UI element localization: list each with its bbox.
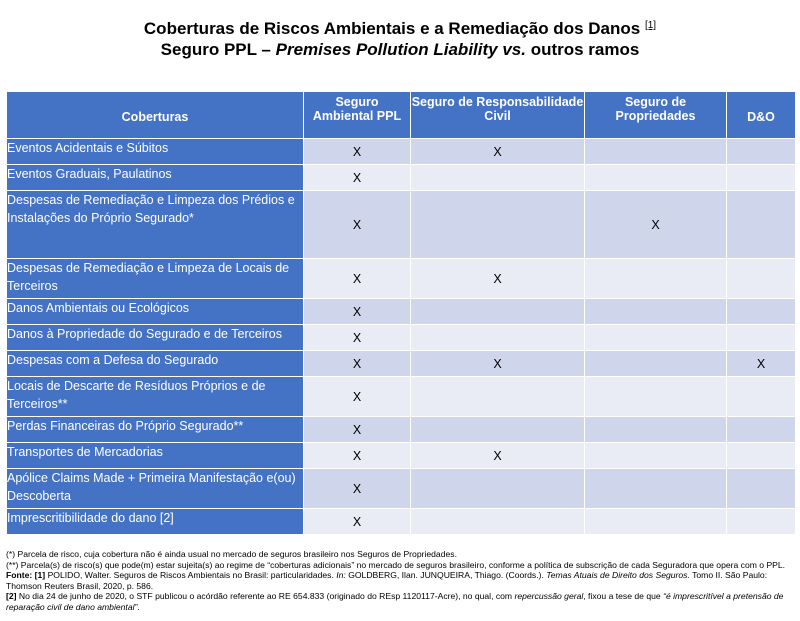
cell-rc: X (411, 443, 585, 469)
coverage-label: Imprescritibilidade do dano [2] (7, 509, 304, 535)
cell-prop (585, 259, 727, 299)
cell-ppl: X (304, 509, 411, 535)
table-row (7, 139, 796, 165)
cell-ppl: X (304, 377, 411, 417)
title-line-2: Seguro PPL – Premises Pollution Liability vs. outros ramos (160, 40, 640, 59)
cell-ppl: X (304, 165, 411, 191)
cell-ppl: X (304, 443, 411, 469)
title-line-1: Coberturas de Riscos Ambientais e a Remediação dos Danos [1] (143, 19, 657, 38)
cell-ppl: X (304, 417, 411, 443)
cell-do (727, 417, 796, 443)
cell-do (727, 299, 796, 325)
table-row (7, 469, 796, 509)
cell-do (727, 469, 796, 509)
cell-do (727, 377, 796, 417)
cell-prop (585, 351, 727, 377)
cell-prop (585, 299, 727, 325)
note-source: Fonte: [1] POLIDO, Walter. Seguros de Riscos Ambientais no Brasil: particularidades. In: GOLDBERG, Ilan. JUNQUEIRA, Thiago. (Coords.). Temas Atuais de Direito dos Seguros. Tomo II. São Paulo: Thomson Reuters Brasil, 2020, p. 586. (6, 570, 768, 591)
cell-do (727, 165, 796, 191)
cell-rc (411, 509, 585, 535)
cell-rc (411, 299, 585, 325)
cell-ppl: X (304, 469, 411, 509)
table-row (7, 191, 796, 259)
cell-rc (411, 325, 585, 351)
cell-rc (411, 165, 585, 191)
coverage-table (6, 91, 796, 535)
cell-ppl: X (304, 259, 411, 299)
cell-rc: X (411, 139, 585, 165)
cell-rc (411, 191, 585, 259)
header-rc: Seguro de Responsabilidade Civil (411, 92, 585, 139)
cell-prop (585, 165, 727, 191)
cell-prop (585, 325, 727, 351)
cell-prop (585, 509, 727, 535)
coverage-label: Locais de Descarte de Resíduos Próprios e de Terceiros** (7, 377, 304, 417)
cell-prop: X (585, 191, 727, 259)
cell-do: X (727, 351, 796, 377)
table-row (7, 259, 796, 299)
table-row (7, 377, 796, 417)
table-row (7, 509, 796, 535)
cell-ppl: X (304, 299, 411, 325)
cell-do (727, 509, 796, 535)
cell-do (727, 259, 796, 299)
cell-rc: X (411, 259, 585, 299)
coverage-label: Transportes de Mercadorias (7, 443, 304, 469)
table-row (7, 351, 796, 377)
cell-do (727, 139, 796, 165)
cell-prop (585, 469, 727, 509)
cell-ppl: X (304, 139, 411, 165)
header-ppl: Seguro Ambiental PPL (304, 92, 411, 139)
cell-rc (411, 417, 585, 443)
header-do: D&O (727, 92, 796, 139)
coverage-label: Despesas com a Defesa do Segurado (7, 351, 304, 377)
note-stf: [2] No dia 24 de junho de 2020, o STF publicou o acórdão referente ao RE 654.833 (originado do REsp 1120117-Acre), no qual, com repercussão geral, fixou a tese de que “é imprescritível a pretensão de reparação civil de dano ambiental”. (6, 591, 784, 612)
cell-ppl: X (304, 191, 411, 259)
header-row (7, 92, 796, 139)
table-row (7, 443, 796, 469)
coverage-label: Eventos Graduais, Paulatinos (7, 165, 304, 191)
page-title (0, 18, 800, 60)
coverage-label: Apólice Claims Made + Primeira Manifestação e(ou) Descoberta (7, 469, 304, 509)
cell-ppl: X (304, 325, 411, 351)
table-row (7, 325, 796, 351)
coverage-label: Danos à Propriedade do Segurado e de Terceiros (7, 325, 304, 351)
note-single-asterisk: (*) Parcela de risco, cuja cobertura não é ainda usual no mercado de seguros brasileiro nos Seguros de Propriedades. (6, 549, 457, 559)
coverage-label: Perdas Financeiras do Próprio Segurado** (7, 417, 304, 443)
cell-prop (585, 139, 727, 165)
header-prop: Seguro de Propriedades (585, 92, 727, 139)
coverage-label: Despesas de Remediação e Limpeza dos Prédios e Instalações do Próprio Segurado* (7, 191, 304, 259)
table-row (7, 299, 796, 325)
coverage-label: Danos Ambientais ou Ecológicos (7, 299, 304, 325)
coverage-label: Despesas de Remediação e Limpeza de Locais de Terceiros (7, 259, 304, 299)
table-row (7, 165, 796, 191)
cell-do (727, 443, 796, 469)
header-coverage: Coberturas (7, 92, 304, 139)
cell-prop (585, 377, 727, 417)
title-footnote-ref[interactable]: [1] (644, 20, 657, 31)
coverage-label: Eventos Acidentais e Súbitos (7, 139, 304, 165)
cell-do (727, 191, 796, 259)
cell-rc (411, 377, 585, 417)
cell-rc (411, 469, 585, 509)
cell-prop (585, 443, 727, 469)
note-double-asterisk: (**) Parcela(s) de risco(s) que pode(m) estar sujeita(s) ao regime de “coberturas adicionais” no mercado de seguros brasileiro, conforme a política de subscrição de cada Seguradora que opera com o PPL. (6, 559, 786, 570)
cell-rc: X (411, 351, 585, 377)
cell-do (727, 325, 796, 351)
footnotes (6, 549, 796, 613)
table-row (7, 417, 796, 443)
cell-prop (585, 417, 727, 443)
cell-ppl: X (304, 351, 411, 377)
